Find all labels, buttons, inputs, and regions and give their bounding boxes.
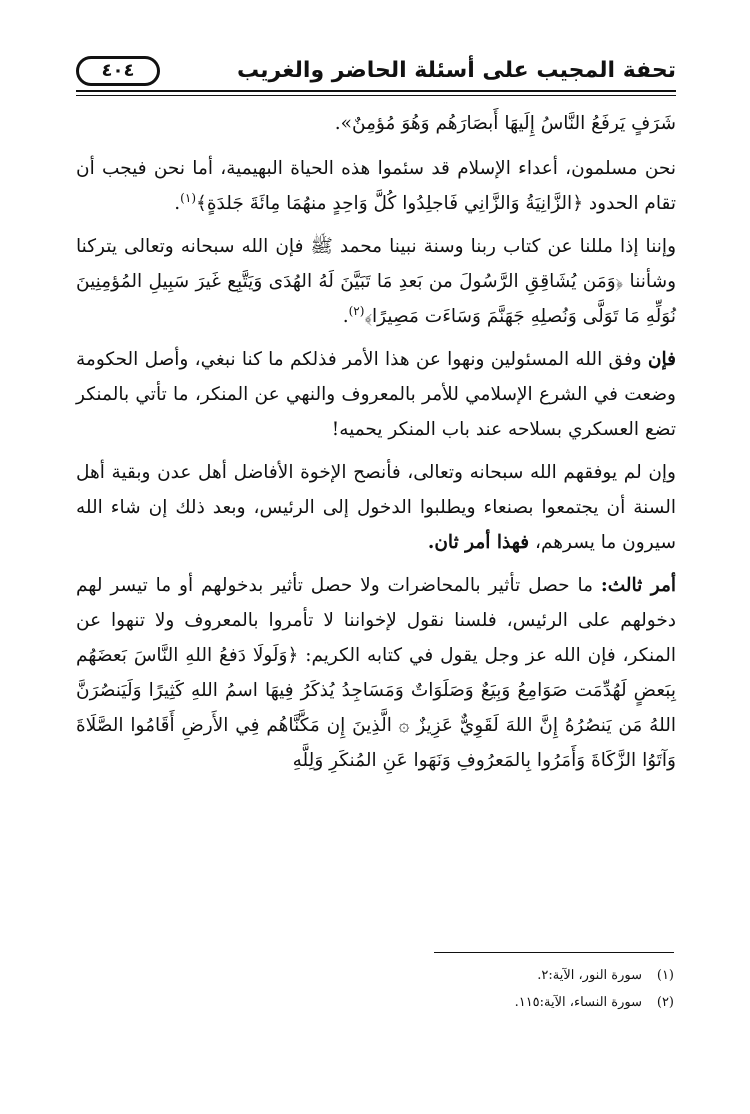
paragraph-2-end: . [174,193,181,214]
footnote-1-number: (١) [656,968,674,983]
paragraph-3 [76,229,676,334]
footnote-rule [434,952,674,953]
footnote-2 [74,989,674,1016]
paragraph-4-lead: فإن [647,349,676,370]
footnote-2-text: سورة النساء، الآية:١١٥. [514,995,642,1010]
paragraph-1-text: شَرَفٍ يَرفَعُ النَّاسُ إِلَيهَا أَبصَارَهُم وَهُوَ مُؤمِنٌ». [334,113,676,134]
paragraph-2-text: نحن مسلمون، أعداء الإسلام قد سئموا هذه الحياة البهيمية، أما نحن فيجب أن تقام الحدود ﴿الزَّانِيَةُ وَالزَّانِي فَاجلِدُوا كُلَّ وَاحِدٍ منهُمَا مِائَةَ جَلدَةٍ﴾ [76,158,676,214]
paragraph-6-text: ما حصل تأثير بالمحاضرات ولا حصل تأثير بدخولهم أو ما تيسر لهم دخولهم على الرئيس، فلسنا نقول لإخواننا لا تأمروا بالمعروف ولا تنهوا عن المنكر، فإن الله عز وجل يقول في كتابه الكريم: ﴿وَلَولَا دَفعُ اللهِ النَّاسَ بَعضَهُم بِبَعضٍ لَهُدِّمَت صَوَامِعُ وَبِيَعٌ وَصَلَوَاتٌ وَمَسَاجِدُ يُذكَرُ فِيهَا اسمُ اللهِ كَثِيرًا وَلَيَنصُرَنَّ اللهُ مَن يَنصُرُهُ إِنَّ اللهَ لَقَوِيٌّ عَزِيزٌ ۞ الَّذِينَ إِن مَكَّنَّاهُم فِي الأَرضِ أَقَامُوا الصَّلَاةَ وَآتَوُا الزَّكَاةَ وَأَمَرُوا بِالمَعرُوفِ وَنَهَوا عَنِ المُنكَرِ وَلِلَّهِ [76,575,676,771]
paragraph-4 [76,342,676,447]
footnote-ref-1: (١) [180,190,196,205]
header-rule [76,90,676,92]
footnote-ref-2: (٢) [348,303,365,318]
footnotes [74,962,674,1016]
paragraph-6-lead: أمر ثالث: [600,575,676,596]
paragraph-5-text: وإن لم يوفقهم الله سبحانه وتعالى، فأنصح الإخوة الأفاضل أهل عدن وبقية أهل السنة أن يجتمعوا بصنعاء ويطلبوا الدخول إلى الرئيس، وبعد ذلك إن شاء الله سيرون ما يسرهم، [76,462,676,553]
paragraph-4-text: وفق الله المسئولين ونهوا عن هذا الأمر فذلكم ما كنا نبغي، وأصل الحكومة وضعت في الشرع الإسلامي للأمر بالمعروف والنهي عن المنكر، ما تأتي بالمنكر تضع العسكري بسلاحه عند باب المنكر يحميه! [76,349,676,440]
footnote-1 [74,962,674,989]
paragraph-5 [76,455,676,560]
footnote-1-text: سورة النور، الآية:٢. [537,968,642,983]
main-text [76,106,676,786]
paragraph-5-bold: فهذا أمر ثان. [427,532,530,553]
page-header [76,52,676,96]
paragraph-2 [76,151,676,221]
book-title: تحفة المجيب على أسئلة الحاضر والغريب [236,58,676,83]
paragraph-1 [76,106,676,141]
paragraph-3-text: وإننا إذا مللنا عن كتاب ربنا وسنة نبينا محمد ﷺ فإن الله سبحانه وتعالى يتركنا وشأننا ﴿وَمَن يُشَاقِقِ الرَّسُولَ من بَعدِ مَا تَبَيَّنَ لَهُ الهُدَى وَيَتَّبِع غَيرَ سَبِيلِ المُؤمِنِينَ نُوَلِّهِ مَا تَوَلَّى وَنُصلِهِ جَهَنَّمَ وَسَاءَت مَصِيرًا﴾ [76,236,676,327]
footnote-2-number: (٢) [656,995,674,1010]
header-rule-thin [76,95,676,96]
page-number: ٤٠٤ [76,56,160,86]
paragraph-3-end: . [342,306,349,327]
paragraph-6 [76,568,676,778]
